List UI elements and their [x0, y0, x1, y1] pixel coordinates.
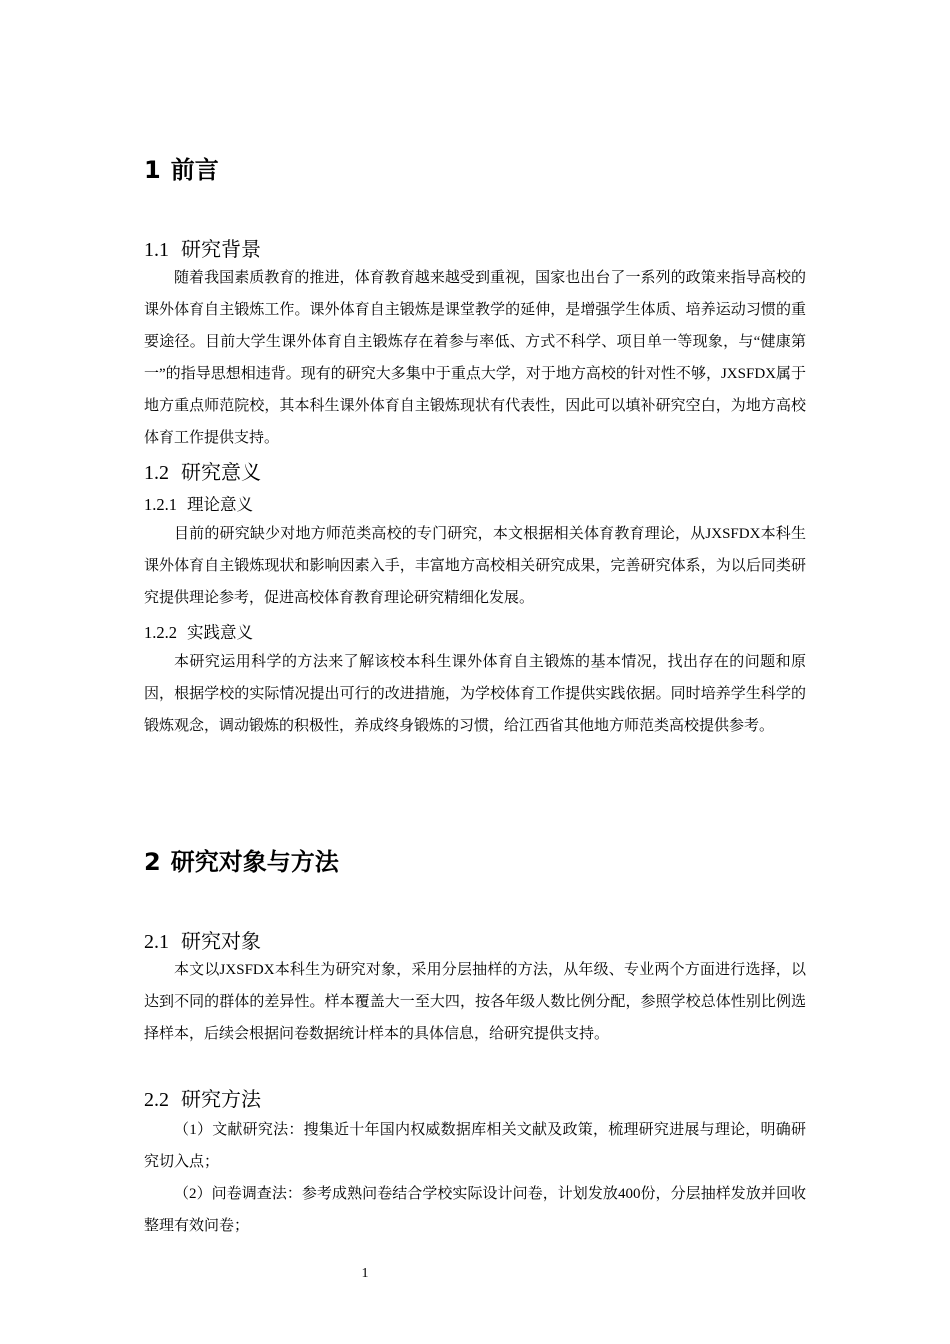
- subsection-number: 1.2: [144, 462, 169, 484]
- subsection-title: 研究背景: [181, 239, 261, 261]
- subsubsection-number: 1.2.2: [144, 623, 177, 642]
- subsection-heading: [144, 1083, 261, 1112]
- subsection-heading: [144, 925, 261, 954]
- subsection-title: 研究对象: [181, 931, 261, 953]
- section-heading: [144, 150, 219, 185]
- section-number: 2: [144, 848, 161, 876]
- subsection-title: 研究意义: [181, 462, 261, 484]
- subsection-number: 2.1: [144, 931, 169, 953]
- section-heading: [144, 842, 339, 877]
- page-number: 1: [361, 1266, 369, 1281]
- subsection-number: 2.2: [144, 1089, 169, 1111]
- section-title: 研究对象与方法: [170, 848, 339, 876]
- paragraph: 随着我国素质教育的推进，体育教育越来越受到重视，国家也出台了一系列的政策来指导高校的课外体育自主锻炼工作。课外体育自主锻炼是课堂教学的延伸，是增强学生体质、培养运动习惯的重要途径。目前大学生课外体育自主锻炼存在着参与率低、方式不科学、项目单一等现象，与“健康第一”的指导思想相违背。现有的研究大多集中于重点大学，对于地方高校的针对性不够，JXSFDX属于地方重点师范院校，其本科生课外体育自主锻炼现状有代表性，因此可以填补研究空白，为地方高校体育工作提供支持。: [144, 270, 806, 446]
- subsection-number: 1.1: [144, 239, 169, 261]
- list-item: （2）问卷调查法：参考成熟问卷结合学校实际设计问卷，计划发放400份，分层抽样发放并回收整理有效问卷；: [144, 1186, 806, 1234]
- paragraph: 目前的研究缺少对地方师范类高校的专门研究，本文根据相关体育教育理论，从JXSFDX本科生课外体育自主锻炼现状和影响因素入手，丰富地方高校相关研究成果，完善研究体系，为以后同类研究提供理论参考，促进高校体育教育理论研究精细化发展。: [144, 526, 806, 606]
- subsection-heading: [144, 233, 261, 262]
- paragraph: 本研究运用科学的方法来了解该校本科生课外体育自主锻炼的基本情况，找出存在的问题和原因，根据学校的实际情况提出可行的改进措施，为学校体育工作提供实践依据。同时培养学生科学的锻炼观念，调动锻炼的积极性，养成终身锻炼的习惯，给江西省其他地方师范类高校提供参考。: [144, 654, 806, 734]
- list-item: （1）文献研究法：搜集近十年国内权威数据库相关文献及政策，梳理研究进展与理论，明确研究切入点；: [144, 1122, 806, 1170]
- subsubsection-title: 实践意义: [187, 623, 253, 642]
- subsubsection-number: 1.2.1: [144, 495, 177, 514]
- subsubsection-title: 理论意义: [187, 495, 253, 514]
- subsubsection-heading: [144, 619, 253, 643]
- subsubsection-heading: [144, 491, 253, 515]
- subsection-heading: [144, 456, 261, 485]
- paragraph: 本文以JXSFDX本科生为研究对象，采用分层抽样的方法，从年级、专业两个方面进行选择，以达到不同的群体的差异性。样本覆盖大一至大四，按各年级人数比例分配，参照学校总体性别比例选择样本，后续会根据问卷数据统计样本的具体信息，给研究提供支持。: [144, 962, 806, 1042]
- subsection-title: 研究方法: [181, 1089, 261, 1111]
- section-number: 1: [144, 156, 161, 184]
- section-title: 前言: [170, 156, 219, 184]
